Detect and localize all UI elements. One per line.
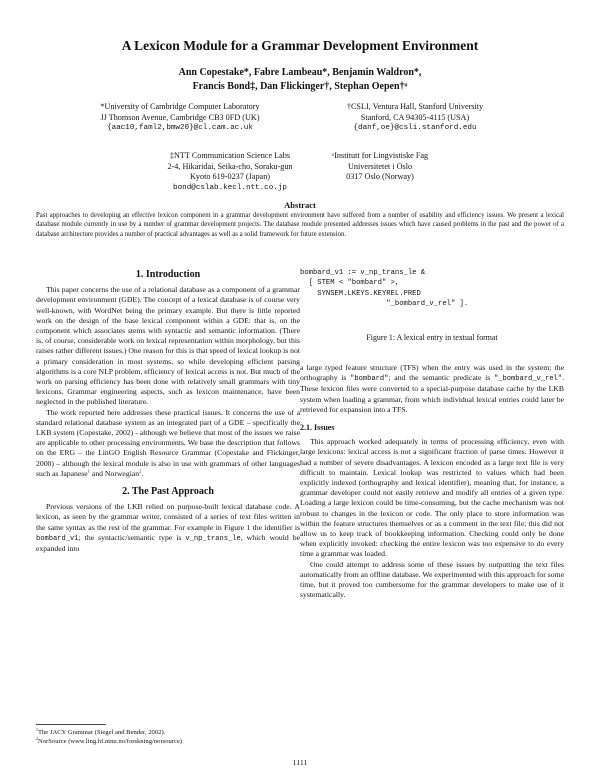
- affiliation-ntt: [150, 151, 310, 193]
- paragraph: This paper concerns the use of a relational database as a component of a grammar development environment (GDE). The concept of a lexical database is of course very well-known, with WordNet being the primary example. But there is little reported work on the design of the base lexical component within a GDE: that is, on the component which associates stems with syntactic and semantic information. (There is, of course, considerable work on lexical representation within morphology, but this raises rather different issues.) One reason for this is that speed of lexical lookup is not a primary consideration in most systems, so while developing efficient parsing algorithms is a core NLP problem, efficiency of lexical access is not. But much of the work on parsing efficiency has been done with relatively small grammars with tiny lexicons. Grammar engineering aspects, such as lexicon maintenance, have been neglected in the published literature.: [36, 285, 300, 407]
- text-span: and Norwegian: [89, 468, 140, 478]
- subsection-heading-issues: 2.1. Issues: [300, 423, 335, 433]
- figure-1-code: bombard_v1 := v_np_trans_le & [ STEM < "bombard" >, SYNSEM.LKEYS.KEYREL.PRED "_bombard_v_rel" ].: [300, 269, 469, 308]
- code-span: "_bombard_v_rel": [493, 375, 563, 384]
- affiliation-line: Kyoto 619-0237 (Japan): [189, 172, 271, 182]
- affiliation-email: {danf,oe}@csli.stanford.edu: [353, 124, 477, 133]
- affiliation-line: ‡NTT Communication Science Labs: [169, 151, 291, 160]
- paragraph: [300, 363, 564, 415]
- affiliation-line: Universitetet i Oslo: [347, 161, 413, 171]
- footnote-2: [36, 737, 300, 746]
- affiliation-line: ᵒInstitutt for Lingvistiske Fag: [331, 151, 429, 160]
- author-line-2: Francis Bond‡, Dan Flickinger†, Stephan Oepen†ᵒ: [192, 81, 408, 92]
- footnote-marker: 1: [87, 468, 90, 474]
- paragraph: [36, 408, 300, 479]
- abstract-heading: Abstract: [284, 200, 316, 210]
- footnotes: [36, 728, 300, 746]
- affiliation-line: 0317 Oslo (Norway): [346, 172, 414, 182]
- author-line-1: Ann Copestake*, Fabre Lambeau*, Benjamin Waldron*,: [178, 67, 422, 78]
- paper-title: A Lexicon Module for a Grammar Development Environment: [121, 38, 479, 53]
- affiliation-email: bond@cslab.kecl.ntt.co.jp: [173, 183, 287, 192]
- author-list: [0, 66, 600, 94]
- affiliation-line: Stanford, CA 94305-4115 (USA): [360, 112, 470, 122]
- section-heading-introduction: 1. Introduction: [135, 269, 201, 280]
- section-heading-past-approach: 2. The Past Approach: [122, 486, 214, 498]
- figure-1-caption: Figure 1: A lexical entry in textual format: [366, 333, 498, 342]
- text-span: , which would be expanded into: [36, 532, 300, 554]
- footnote-1: [36, 728, 300, 737]
- code-span: v_np_trans_le: [185, 534, 241, 543]
- affiliation-cambridge: [70, 102, 290, 134]
- code-span: "bombard": [350, 375, 389, 384]
- footnote-marker: 2: [139, 468, 142, 474]
- footnote-number: 1: [36, 726, 38, 732]
- paragraph: This approach worked adequately in terms of processing efficiency, even with large lexicons: lexical access is not a significant fraction of parse times. However it had a number of severe disadvantages. A lexicon encoded as a large text file is very difficult to maintain. Lexical lookup was restricted to values which had been explicitly indexed (orthography and lexical identifier), meaning that, for instance, a grammar developer could not easily retrieve and modify all entries of a given type. Loading a large lexicon could be time-consuming, but the cache mechanism was not robust to changes in the lexicon or code. The only place to store information was within the feature structures themselves or as a comment in the text file; this did not allow us to keep track of bookkeeping information. Checking could only be done when explicitly invoked: checking the entire lexicon was too expensive to do every time a grammar was loaded.: [300, 437, 564, 559]
- affiliation-email: {aac10,faml2,bmw20}@cl.cam.ac.uk: [107, 124, 253, 133]
- footnote-text: NorSource (www.ling.hf.ntnu.no/forskning/norsource): [37, 738, 183, 745]
- paragraph: One could attempt to address some of these issues by outputting the text files automatically from an offline database. We experimented with this approach for some time, but it proved too cumbersome for the grammar developers to make use of it systematically.: [300, 559, 564, 600]
- code-span: bombard_v1: [36, 534, 79, 543]
- affiliation-oslo: [305, 151, 455, 183]
- affiliation-line: 2-4, Hikaridai, Seika-cho, Soraku-gun: [167, 161, 293, 171]
- text-span: ; and the semantic predicate is: [388, 373, 494, 383]
- text-span: The work reported here addresses these practical issues. It concerns the use of a standard relational database system as an integrated part of a GDE – specifically the LKB system (Copestake, 2002) - although we believe that most of the issues we raise are applicable to other processing environments. We base the description that follows on the ERG – the LinGO English Resource Grammar (Copestake and Flickinger, 2000) – although the lexical module is also in use with grammars of other languages such as Japanese: [36, 407, 300, 478]
- abstract-text: Past approaches to developing an effective lexicon component in a grammar development environment have suffered from a number of usability and efficiency issues. We present a lexical database module currently in use by a number of grammar development projects. The database module presented addresses issues which have caused problems in the past and the power of a database architecture provides a number of practical advantages as well as a solid framework for future extension.: [36, 212, 564, 238]
- affiliation-stanford: [300, 102, 530, 134]
- footnote-number: 2: [36, 735, 38, 741]
- right-column: [300, 363, 564, 600]
- affiliation-line: *University of Cambridge Computer Laboratory: [100, 102, 260, 111]
- text-span: Previous versions of the LKB relied on purpose-built lexical database code. A lexicon, as seen by the grammar writer, consisted of a series of text files written in the same syntax as the rest of the grammar. For example in Figure 1 the identifier is: [36, 502, 300, 532]
- text-span: .: [141, 468, 144, 478]
- text-span: ; the syntactic/semantic type is: [78, 532, 186, 542]
- paragraph: [36, 502, 300, 554]
- affiliation-line: †CSLI, Ventura Hall, Stanford University: [346, 102, 484, 111]
- left-column: [36, 270, 300, 554]
- footnote-divider: [36, 724, 106, 725]
- footnote-text: The JACY Grammar (Siegel and Bender, 2002).: [37, 729, 166, 736]
- affiliation-line: JJ Thomson Avenue, Cambridge CB3 0FD (UK): [100, 112, 260, 122]
- text-span: a large typed feature structure (TFS) when the entry was used in the system; the orthography is: [300, 363, 564, 383]
- text-span: . These lexicon files were converted to a special-purpose database cache by the LKB system when loading a grammar, from which individual lexical entries could later be retrieved for expansion into a TFS.: [300, 373, 564, 414]
- page-number: 1111: [292, 758, 308, 767]
